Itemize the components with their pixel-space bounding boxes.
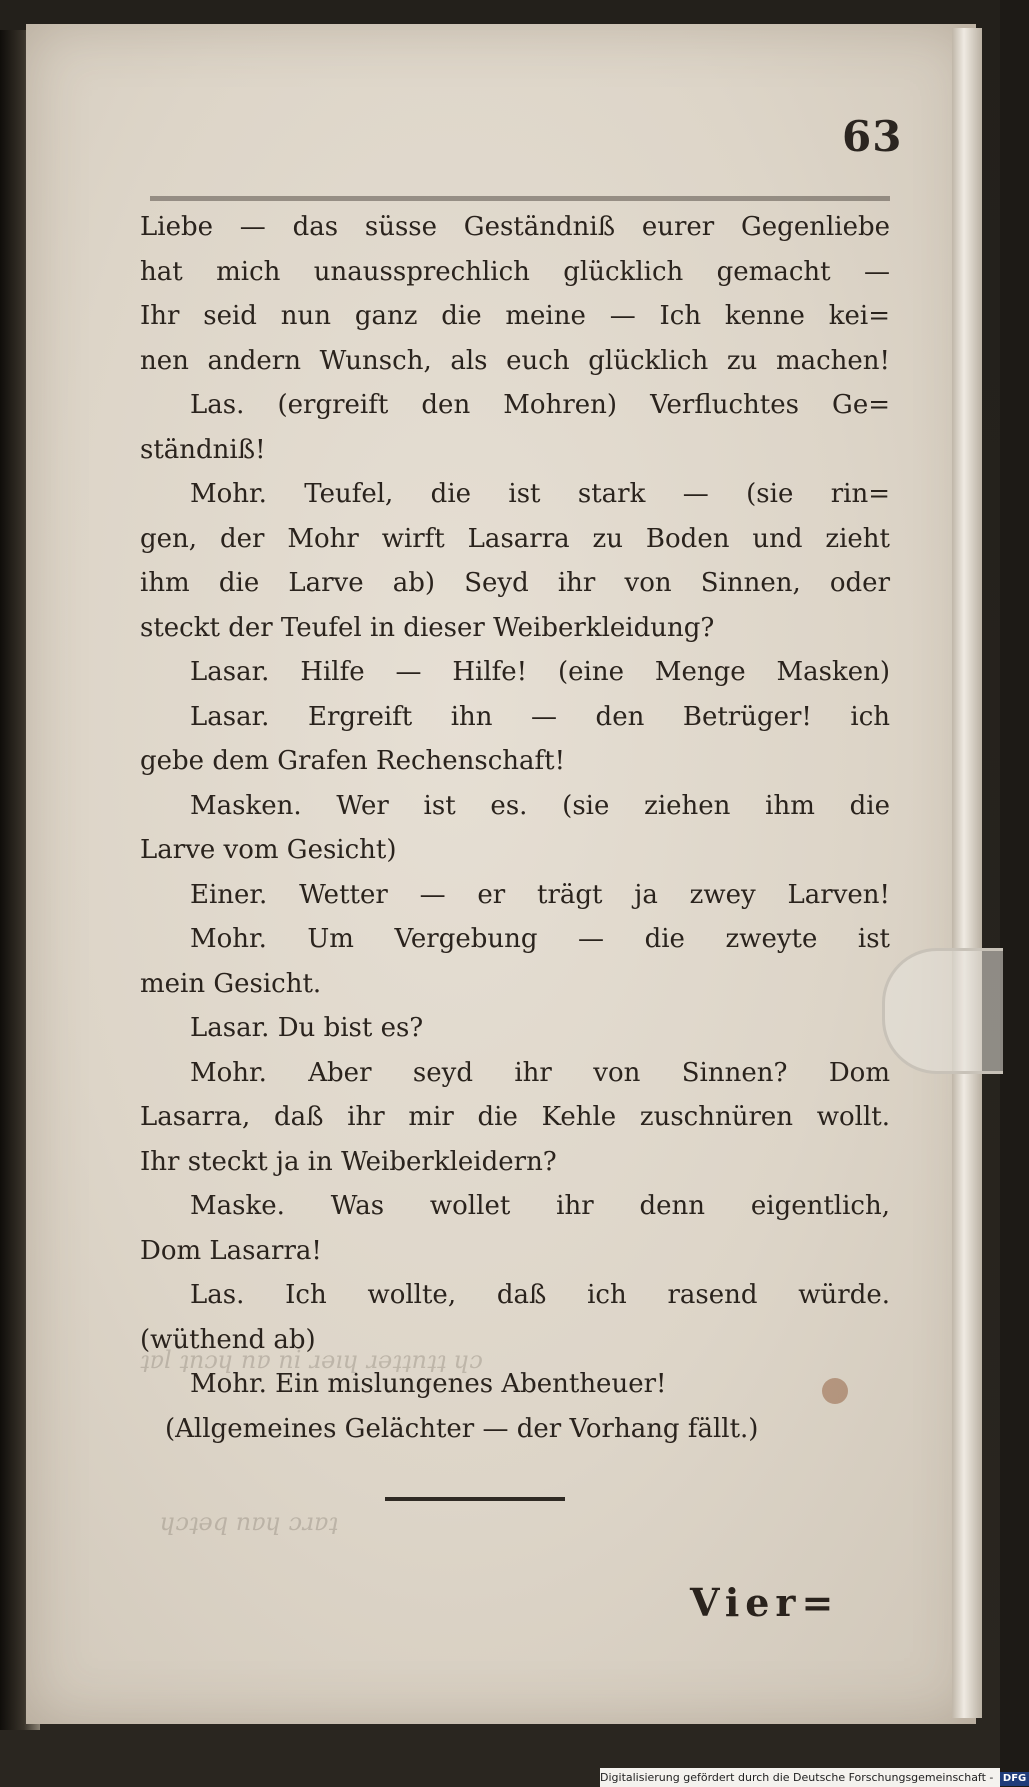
text-line: Liebe — das süsse Geständniß eurer Gegenliebe	[140, 212, 890, 242]
speech-line: Las. Ich wollte, daß ich rasend würde.	[190, 1280, 890, 1310]
text-line: ständniß!	[140, 434, 266, 465]
footer-text: Digitalisierung gefördert durch die Deutsche Forschungsgemeinschaft -	[600, 1771, 994, 1784]
text-line: Dom Lasarra!	[140, 1235, 322, 1266]
speech-line: Masken. Wer ist es. (sie ziehen ihm die	[190, 790, 890, 821]
text-line: Ihr steckt ja in Weiberkleidern?	[140, 1146, 557, 1177]
text-line: gebe dem Grafen Rechenschaft!	[140, 746, 566, 776]
digitization-footer	[600, 1768, 1027, 1787]
text-line: Ihr seid nun ganz die meine — Ich kenne kei=	[140, 301, 890, 331]
speech-line: Lasar. Ergreift ihn — den Betrüger! ich	[190, 701, 890, 732]
speech-line: Mohr. Teufel, die ist stark — (sie rin=	[190, 479, 890, 509]
speech-line: Lasar. Hilfe — Hilfe! (eine Menge Masken)	[190, 657, 890, 687]
text-line: Larve vom Gesicht)	[140, 835, 397, 865]
text-line: nen andern Wunsch, als euch glücklich zu machen!	[140, 345, 890, 376]
text-line: mein Gesicht.	[140, 968, 322, 999]
page-number: 63	[842, 112, 903, 161]
text-line: ihm die Larve ab) Seyd ihr von Sinnen, oder	[140, 568, 890, 598]
header-rule	[150, 196, 890, 201]
text-line: gen, der Mohr wirft Lasarra zu Boden und zieht	[140, 523, 890, 554]
dfg-logo: DFG	[1000, 1772, 1029, 1786]
bleed-through-text: ʇɐl ʇnɔɥ nɐ ni ɹǝıɥ ɹǝʇʇnʇʇ ɥɔ	[140, 1346, 483, 1374]
page-text	[140, 205, 890, 1451]
text-line: Lasarra, daß ihr mir die Kehle zuschnüren wollt.	[140, 1102, 890, 1132]
speech-line: Mohr. Ein mislungenes Abentheuer!	[190, 1369, 667, 1399]
text-line: steckt der Teufel in dieser Weiberkleidung?	[140, 612, 715, 643]
page-stack-edge	[952, 28, 982, 1718]
ink-stain	[822, 1378, 848, 1404]
speech-line: Mohr. Aber seyd ihr von Sinnen? Dom	[190, 1057, 890, 1088]
speech-line: Einer. Wetter — er trägt ja zwey Larven!	[190, 879, 890, 910]
stage-direction-line: (Allgemeines Gelächter — der Vorhang fällt.)	[165, 1413, 759, 1444]
bleed-through-text: ɥɔʇǝq nɐɥ ɔɹɐʇ	[160, 1508, 339, 1536]
catchword: Vier=	[690, 1580, 840, 1625]
speech-line: Las. (ergreift den Mohren) Verfluchtes Ge=	[190, 390, 890, 420]
text-line: hat mich unaussprechlich glücklich gemacht —	[140, 256, 890, 287]
speech-line: Maske. Was wollet ihr denn eigentlich,	[190, 1191, 890, 1221]
end-rule	[385, 1497, 565, 1501]
speech-line: Mohr. Um Vergebung — die zweyte ist	[190, 924, 890, 954]
text-line: (wüthend ab)	[140, 1324, 316, 1355]
speech-line: Lasar. Du bist es?	[190, 1013, 424, 1043]
page-clip-tab	[882, 948, 1003, 1074]
